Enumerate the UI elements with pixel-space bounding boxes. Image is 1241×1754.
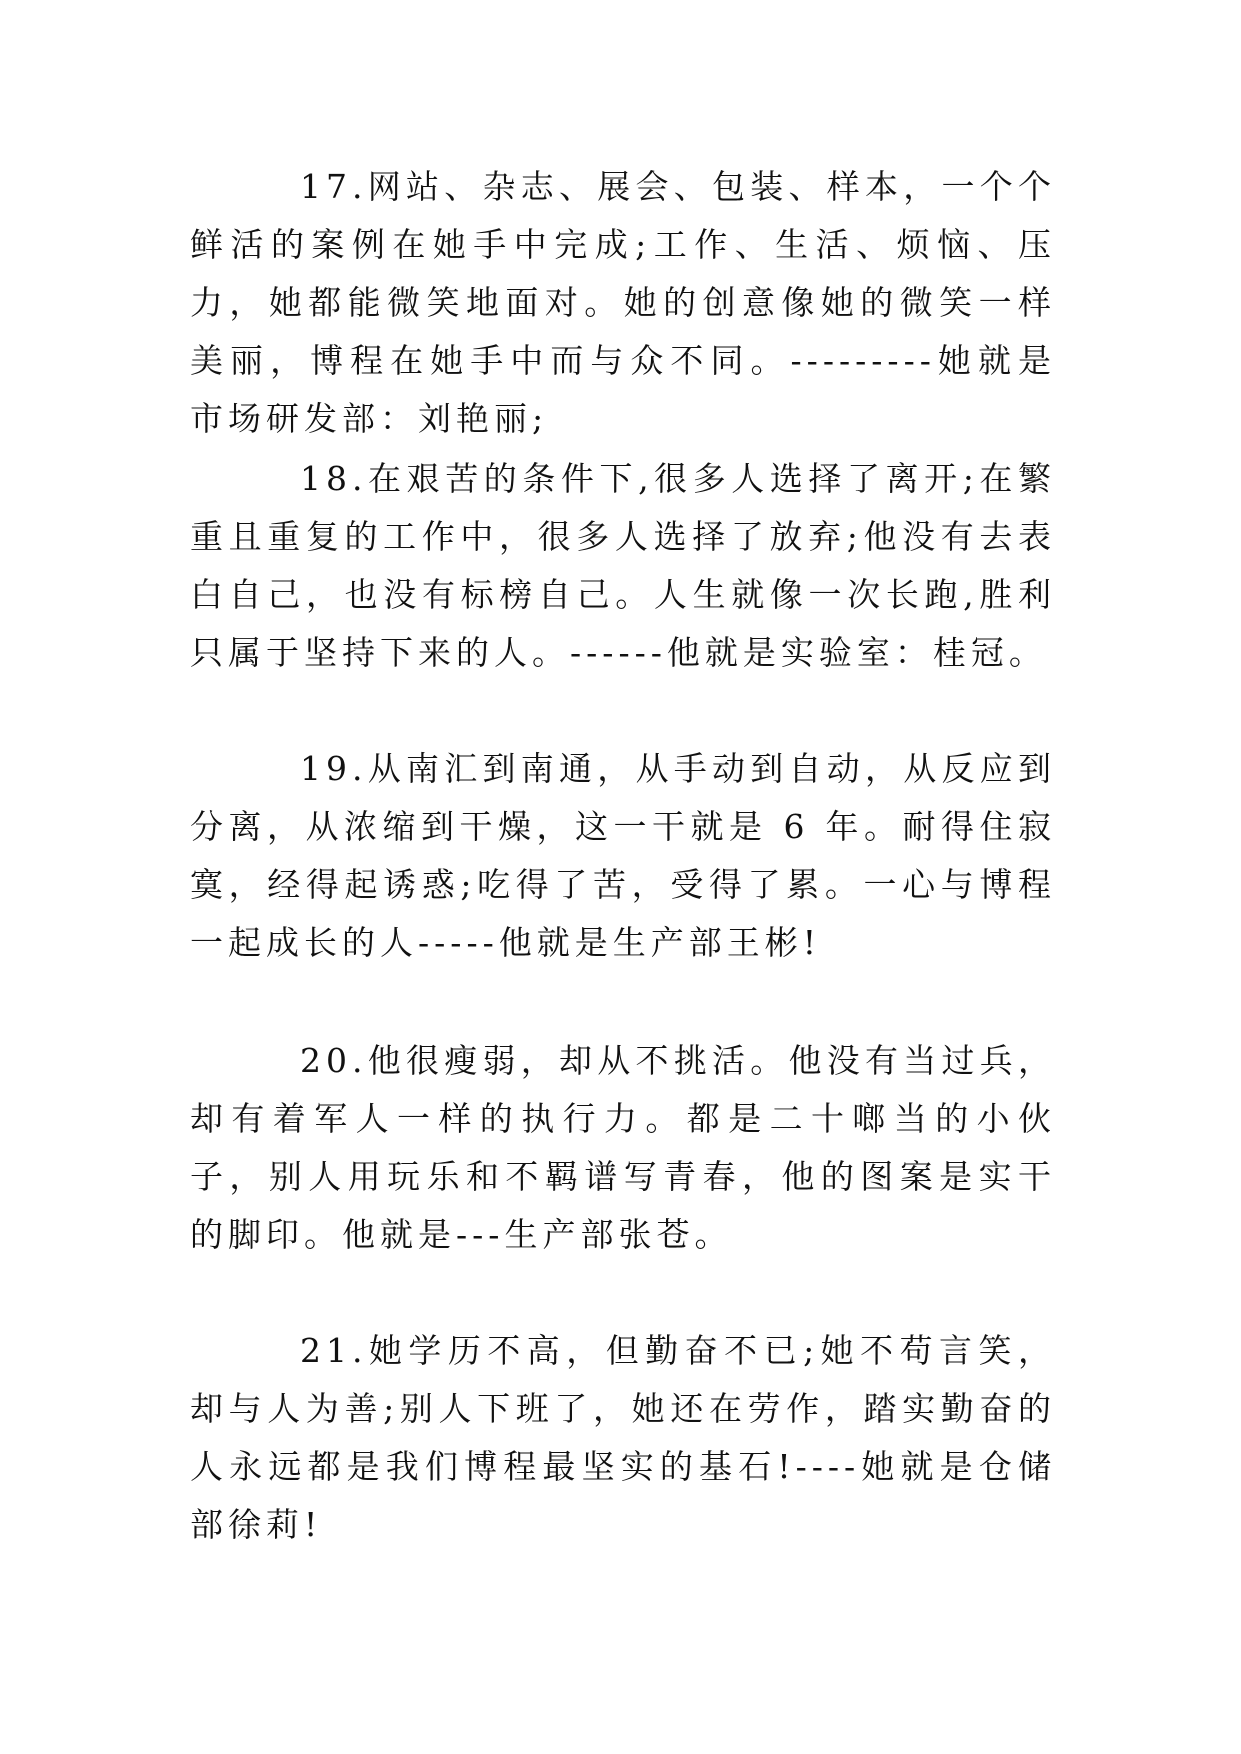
paragraph-20: 20.他很瘦弱，却从不挑活。他没有当过兵，却有着军人一样的执行力。都是二十啷当的小伙子，别人用玩乐和不羁谱写青春，他的图案是实干的脚印。他就是---生产部张苍。 (190, 1041, 1056, 1254)
paragraph-18: 18.在艰苦的条件下,很多人选择了离开;在繁重且重复的工作中，很多人选择了放弃;他没有去表白自己，也没有标榜自己。人生就像一次长跑,胜利只属于坚持下来的人。------他就是实验室：桂冠。 (190, 459, 1056, 672)
paragraph-17: 17.网站、杂志、展会、包装、样本，一个个鲜活的案例在她手中完成;工作、生活、烦恼、压力，她都能微笑地面对。她的创意像她的微笑一样美丽，博程在她手中而与众不同。---------她就是市场研发部：刘艳丽; (190, 167, 1056, 438)
paragraph-19: 19.从南汇到南通，从手动到自动，从反应到分离，从浓缩到干燥，这一干就是 6 年。耐得住寂寞，经得起诱惑;吃得了苦，受得了累。一心与博程一起成长的人-----他就是生产部王彬! (190, 749, 1056, 962)
paragraph-21: 21.她学历不高，但勤奋不已;她不苟言笑，却与人为善;别人下班了，她还在劳作，踏实勤奋的人永远都是我们博程最坚实的基石!----她就是仓储部徐莉! (190, 1331, 1056, 1544)
